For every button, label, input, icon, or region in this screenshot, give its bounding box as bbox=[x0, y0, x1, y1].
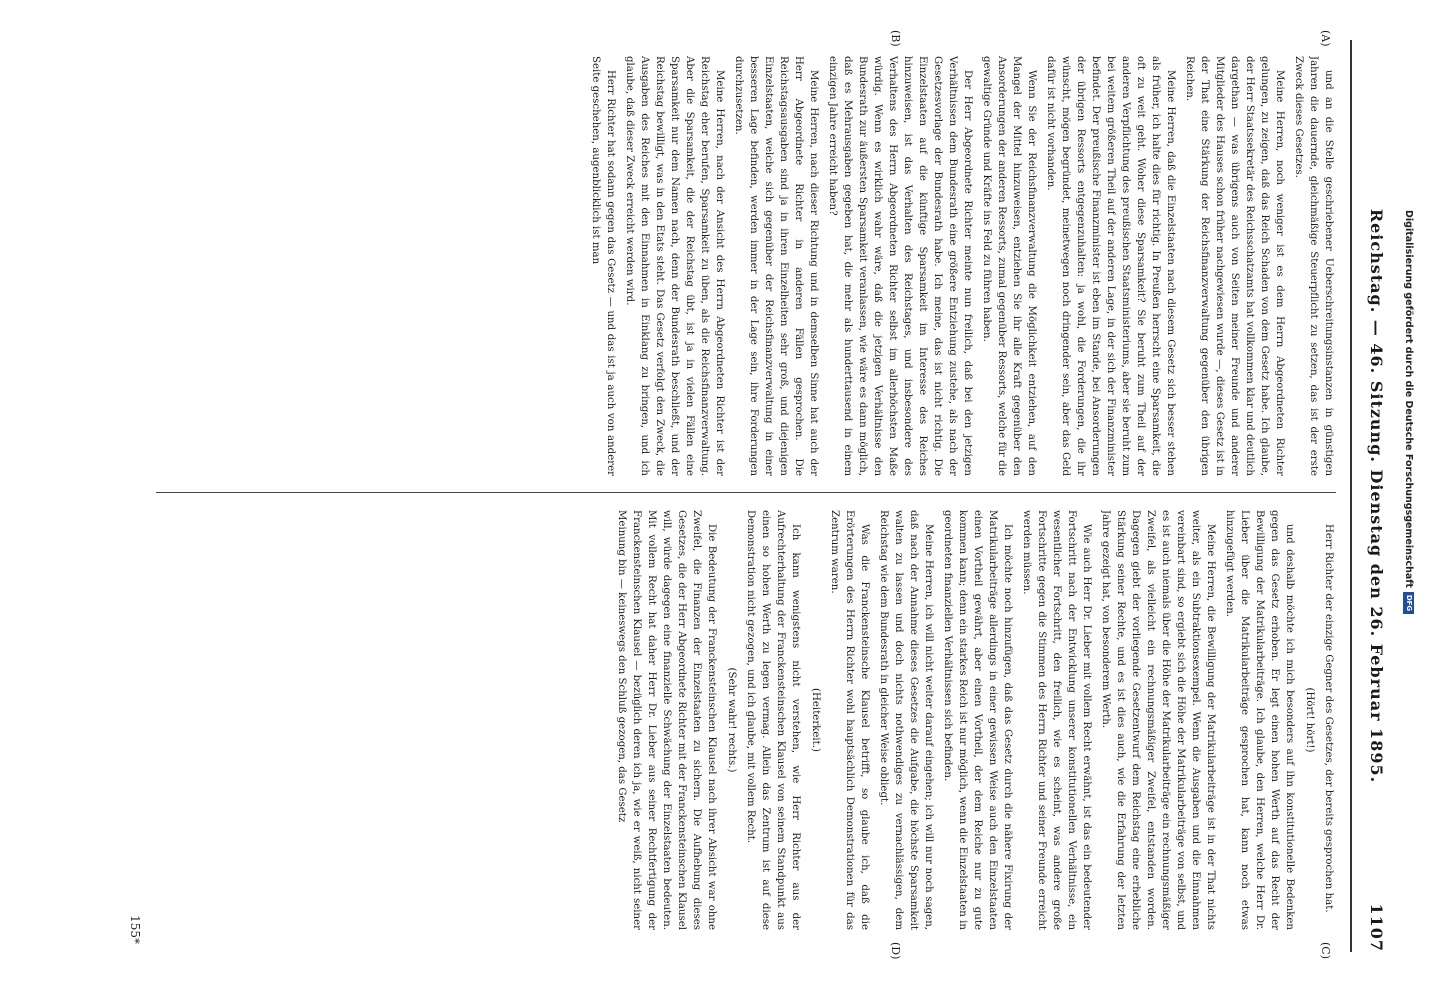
column-divider bbox=[156, 492, 1336, 493]
paragraph: und an die Stelle geschriebener Ueberschreitungsinstanzen in günstigen Jahren die dauernde, gleichmäßige Steuerpflicht zu setzen, das ist der erste Zweck dieses Gesetzes. bbox=[1293, 56, 1334, 476]
margin-marker-d: (D) bbox=[889, 942, 902, 960]
digitization-credit-text: Digitalisierung gefördert durch die Deutsche Forschungsgemeinschaft bbox=[1403, 210, 1414, 588]
paragraph: Meine Herren, nach der Ansicht des Herrn Abgeordneten Richter ist der Reichstag eher berufen, Sparsamkeit zu üben, als die Reichsfinanzverwaltung. Aber die Sparsamkeit, die der Reichstag übt, ist ja in vielen Fällen eine Sparsamkeit nur dem Namen nach, denn der Bundesrath beschließt, und der Reichstag bewilligt, was in den Etats steht. Das Gesetz verfolgt den Zweck, die Ausgaben des Reiches mit den Einnahmen in Einklang zu bringen, und ich glaube, daß dieser Zweck erreicht werden wird. bbox=[624, 56, 725, 476]
interjection: (Hört! hört!) bbox=[1304, 687, 1315, 753]
interjection: (Heiterkeit.) bbox=[810, 688, 821, 752]
left-column bbox=[156, 56, 1336, 476]
paragraph: Meine Herren, ich will nicht weiter darauf eingehen; ich will nur noch sagen, daß nach der Annahme dieses Gesetzes die Aufgabe, die höchste Sparsamkeit walten zu lassen und doch nichts nothwendiges zu vernachlässigen, dem Reichstag wie dem Bundesrath in gleicher Weise obliegt. bbox=[878, 510, 934, 930]
paragraph: Wenn Sie der Reichsfinanzverwaltung die Möglichkeit entziehen, auf den Mangel der Mittel hinzuweisen, entziehen Sie ihr alle Kraft gegenüber den Ansorderungen der anderen Ressorts, zumal gegenüber Ressorts, welche für die gewaltige Gründe und Kräfte ins Feld zu führen haben. bbox=[981, 56, 1037, 476]
running-title: Reichstag. — 46. Sitzung. Dienstag den 26. Februar 1895. bbox=[1367, 208, 1386, 784]
margin-marker-a: (A) bbox=[1319, 30, 1332, 47]
paragraph: Wie auch Herr Dr. Lieber mit vollem Recht erwähnt, ist das ein bedeutender Fortschritt nach der Entwicklung unserer konstitutionellen Verhältnisse, ein wesentlicher Fortschritt, den freilich, wie es scheint, was andere große Fortschritte gegen die Stimmen des Herrn Richter und seiner Freunde erreicht werden müssen. bbox=[1021, 510, 1092, 930]
digitization-credit-inner bbox=[1403, 210, 1414, 614]
page-header bbox=[1360, 40, 1392, 952]
page-number: 1107 bbox=[1367, 903, 1386, 952]
paragraph: Der Herr Abgeordnete Richter meinte nun freilich, daß bei den jetzigen Verhältnissen dem Bundesrath eine größere Entziehung zustehe, als nach der Gesetzesvorlage der Bundesrath habe. Ich meine, das ist nicht richtig. Die Einzelstaaten auf die künftige Sparsamkeit im Interesse des Reiches hinzuweisen, ist das Verhalten des Reichstages, und insbesondere des Verhaltens des Herrn Abgeordneten Richter selbst im allerhöchsten Maße würdig. Wenn es wirklich wahr wäre, daß die jetzigen Verhältnisse den Bundesrath zur äußersten Sparsamkeit veranlassen, wie wäre es dann möglich, daß es Mehrausgaben gegeben hat, die mehr als hunderttausend in einem einzigen Jahre erreicht haben? bbox=[827, 56, 973, 476]
paragraph: und deshalb möchte ich mich besonders auf ihn konstitutionelle Bedenken gegen das Gesetz erhoben. Er legt einen hohen Werth auf das Recht der Bewilligung der Matrikularbeiträge. Ich glaube, den Herren, welche Herr Dr. Lieber über die Matrikularbeiträge gesprochen hat, kann noch etwas hinzugefügt werden. bbox=[1224, 510, 1295, 930]
right-column bbox=[156, 510, 1336, 930]
paragraph: Ich kann wenigstens nicht verstehen, wie Herr Richter aus der Aufrechterhaltung der Franckensteinschen Klausel von seinem Standpunkt aus einen so hohen Werth zu legen vermag. Allein das Zentrum ist auf diese Demonstration nicht gezogen, und ich glaube, mit vollem Recht. bbox=[745, 510, 801, 930]
paragraph: Meine Herren, daß die Einzelstaaten nach diesem Gesetz sich besser stehen als früher, ich halte dies für richtig. In Preußen herrscht eine Sparsamkeit, die oft zu weit geht. Woher diese Sparsamkeit? Sie beruht zum Theil auf der anderen Verpflichtung des preußischen Staatsministeriums, aber sie beruht zum bei weitem größeren Theil auf der anderen Lage, in der sich der Finanzminister befindet. Der preußische Finanzminister ist eben im Stande, bei Ansorderungen der übrigen Ressorts entgegenzuhalten: ja wohl, die Forderungen, die ihr wünscht, mögen begründet, meinetwegen noch dringender sein, aber das Geld dafür ist nicht vorhanden. bbox=[1045, 56, 1176, 476]
paragraph: Meine Herren, noch weniger ist es dem Herrn Abgeordneten Richter gelungen, zu zeigen, daß das Reich Schaden von dem Gesetz habe. Ich glaube, der Herr Staatssekretär des Reichsschatzamts hat vollkommen klar und deutlich dargethan — was übrigens auch von Seiten meiner Freunde und anderer Mitglieder des Hauses schon früher nachgewiesen wurde —, dieses Gesetz ist in der That eine Stärkung der Reichsfinanzverwaltung gegenüber den übrigen Reichen. bbox=[1184, 56, 1285, 476]
paragraph: Meine Herren, die Bewilligung der Matrikularbeiträge ist in der That nichts weiter, als ein Subtraktionsexempel. Wenn die Ausgaben und die Einnahmen vereinbart sind, so ergiebt sich die Höhe der Matrikularbeiträge von selbst, und es ist auch niemals über die Höhe der Matrikularbeiträge ein rechnungsmäßiger Zweifel, als vielleicht ein rechnungsmäßiger Zweifel, entstanden worden. Dagegen giebt der vorliegende Gesetzentwurf dem Reichstag eine erhebliche Stärkung seiner Rechte, und es ist dies auch, wie die Erfahrung der letzten Jahre gezeigt hat, von besonderem Werth. bbox=[1100, 510, 1216, 930]
paragraph: Ich möchte noch hinzufügen, daß das Gesetz durch die nähere Fixirung der Matrikularbeiträge allerdings in einer gewissen Weise auch den Einzelstaaten einen Vortheil gewährt, aber einen Vortheil, der dem Reiche nur zu gute kommen kann; denn ein starkes Reich ist nur möglich, wenn die Einzelstaaten in geordneten finanziellen Verhältnissen sich befinden. bbox=[942, 510, 1013, 930]
paragraph: Die Bedeutung der Franckensteinschen Klausel nach ihrer Absicht war ohne Zweifel, die Finanzen der Einzelstaaten zu sichern. Die Aufhebung dieses Gesetzes, die der Herr Abgeordnete Richter mit der Franckensteinschen Klausel will, würde dagegen eine finanzielle Schwächung der Einzelstaaten bedeuten. Mit vollem Recht hat daher Herr Dr. Lieber aus seiner Rechtfertigung der Franckensteinschen Klausel — bezüglich deren ich ja, wie er weiß, nicht seiner Meinung bin — keineswegs den Schluß gezogen, das Gesetz bbox=[616, 510, 717, 930]
margin-marker-c: (C) bbox=[1319, 942, 1332, 959]
paragraph: Meine Herren, nach dieser Richtung und in demselben Sinne hat auch der Herr Abgeordnete Richter in anderen Fällen gesprochen. Die Reichstagsausgaben sind ja in ihren Einzelheiten sehr groß, und diejenigen Einzelstaaten, welche sich gegenüber der Reichsfinanzverwaltung in einer besseren Lage befinden, werden immer in der Lage sein, ihre Forderungen durchzusetzen. bbox=[733, 56, 819, 476]
margin-marker-b: (B) bbox=[889, 30, 902, 47]
dfg-logo: DFG bbox=[1403, 592, 1414, 614]
interjection: (Sehr wahr! rechts.) bbox=[726, 667, 737, 773]
paragraph: Herr Richter der einzige Gegner des Gesetzes, der bereits gesprochen hat. bbox=[1323, 524, 1334, 913]
paragraph: Herr Richter hat sodann gegen das Gesetz — und das ist ja auch von anderer Seite geschehen, augenblicklich ist man bbox=[590, 56, 616, 476]
paragraph: Was die Franckensteinsche Klausel betrifft, so glaube ich, daß die Erörterungen des Herrn Richter wohl hauptsächlich Demonstrationen für das Zentrum waren. bbox=[829, 510, 870, 930]
header-rule bbox=[1350, 40, 1352, 952]
signature-mark: 155* bbox=[128, 915, 142, 944]
